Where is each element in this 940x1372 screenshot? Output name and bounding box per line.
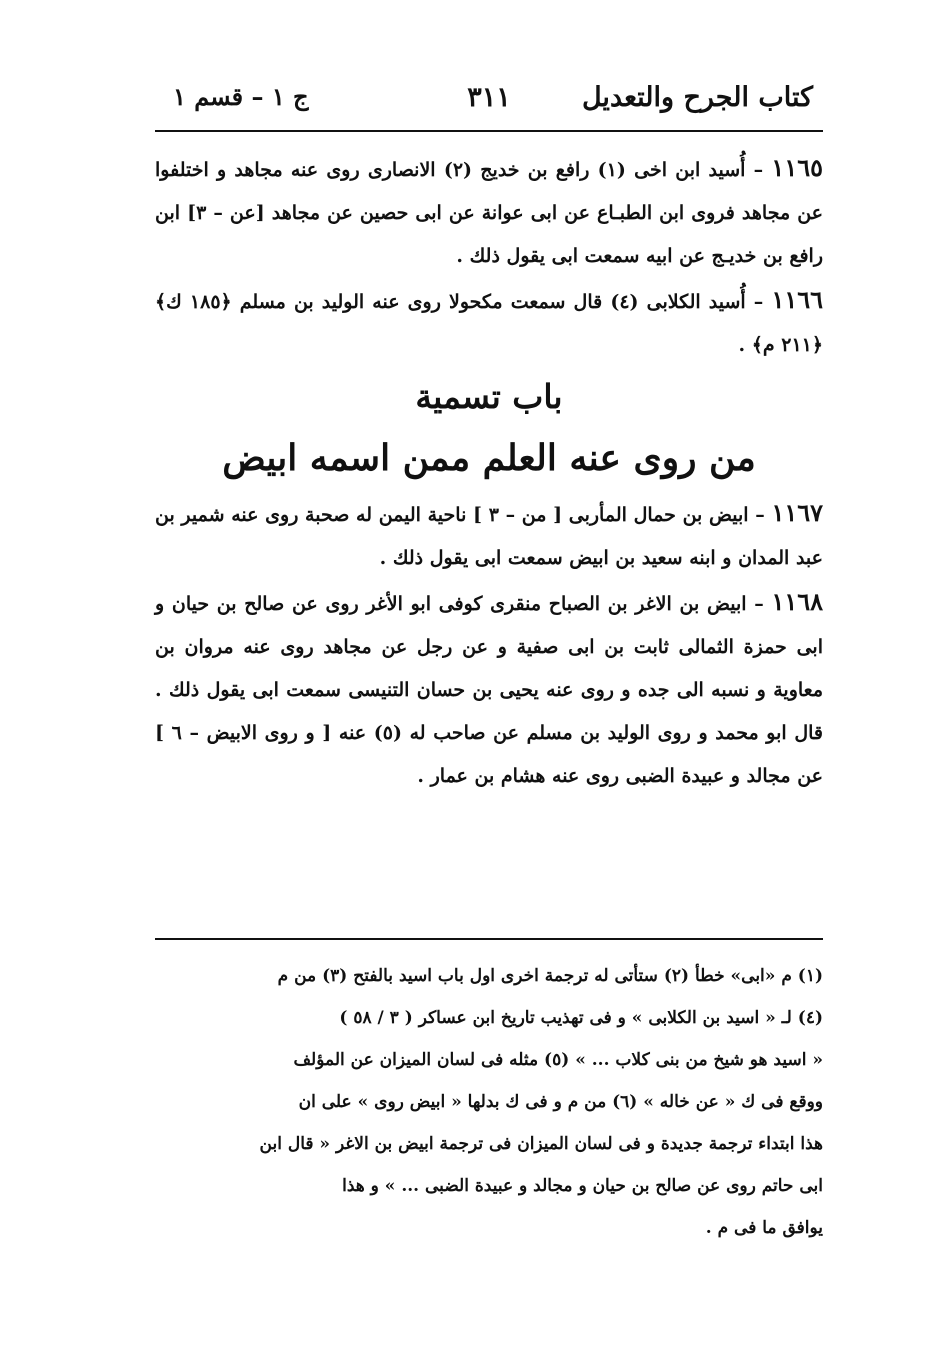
entry-text: – ابيض بن الاغر بن الصباح منقرى كوفى ابو الأغر روى عن صالح بن حيان و ابى حمزة الثمالى ثابت بن ابى صفية و عن رجل عن مجاهد روى عنه مروان بن معاوية و نسبه الى جده و روى عنه يحيى بن حسان التنيسى سمعت ابى يقول ذلك . قال ابو محمد و روى الوليد بن مسلم عن صاحب له (٥) عنه [ و روى الابيض – ٦ ] عن مجالد و عبيدة الضبى روى عنه هشام بن عمار . bbox=[155, 593, 823, 787]
entry-number: ١١٦٨ bbox=[771, 587, 824, 616]
footnote-line: « اسيد هو شيخ من بنى كلاب ... » (٥) مثله فى لسان الميزان عن المؤلف bbox=[293, 1050, 823, 1070]
footnote-line: ووقع فى ك « عن خاله » (٦) من م و فى ك بدلها « ابيض روى » على ان bbox=[298, 1092, 823, 1112]
footnote-rule bbox=[155, 938, 823, 940]
footnote-line: يوافق ما فى م . bbox=[705, 1218, 823, 1238]
entry-text: – أُسيد ابن اخى (١) رافع بن خديج (٢) الانصارى روى عنه مجاهد و اختلفوا عن مجاهد فروى ابن الطبـاع عن ابى عوانة عن ابى حصين عن مجاهد [عن – ٣] ابن رافع بن خديـج عن ابيه سمعت ابى يقول ذلك . bbox=[155, 159, 824, 267]
entry-number: ١١٦٧ bbox=[771, 498, 823, 527]
footnote-line: هذا ابتداء ترجمة جديدة و فى لسان الميزان فى ترجمة ابيض بن الاغر « قال ابن bbox=[259, 1134, 823, 1154]
entry-text: – ابيض بن حمال المأربى [ من – ٣ ] ناحية اليمن له صحبة روى عنه شمير بن عبد المدان و ابنه سعيد بن ابيض سمعت ابى يقول ذلك . bbox=[155, 504, 823, 569]
chapter-subheading: من روى عنه العلم ممن اسمه ابيض bbox=[222, 437, 756, 479]
book-title: كتاب الجرح والتعديل bbox=[581, 82, 813, 113]
entry-1168 bbox=[155, 580, 823, 798]
footnotes bbox=[155, 955, 823, 1249]
volume-label: ج ١ – قسم ١ bbox=[173, 82, 309, 111]
page-header bbox=[155, 78, 823, 122]
page-number: ٣١١ bbox=[467, 82, 511, 113]
book-page bbox=[155, 0, 823, 1372]
footnote-line: (١) م «ابى» خطأ (٢) ستأتى له ترجمة اخرى اول باب اسيد بالفتح (٣) من م bbox=[277, 966, 823, 986]
main-text bbox=[155, 146, 823, 798]
header-rule bbox=[155, 130, 823, 132]
footnote-line: ابى حاتم روى عن صالح بن حيان و مجالد و عبيدة الضبى ... » و هذا bbox=[342, 1176, 823, 1196]
footnote-line: (٤) لـ « اسيد بن الكلابى » و فى تهذيب تاريخ ابن عساكر ( ٣ / ٥٨ ) bbox=[339, 1008, 823, 1028]
entry-1165 bbox=[155, 146, 823, 278]
entry-text: – أُسيد الكلابى (٤) قال سمعت مكحولا روى عنه الوليد بن مسلم ﴿١٨٥ ك﴾ ﴿٢١١ م﴾ . bbox=[155, 291, 823, 356]
entry-number: ١١٦٦ bbox=[771, 285, 823, 314]
entry-1166 bbox=[155, 278, 823, 367]
entry-number: ١١٦٥ bbox=[771, 153, 823, 182]
chapter-heading: باب تسمية bbox=[415, 377, 563, 416]
entry-1167 bbox=[155, 491, 823, 580]
